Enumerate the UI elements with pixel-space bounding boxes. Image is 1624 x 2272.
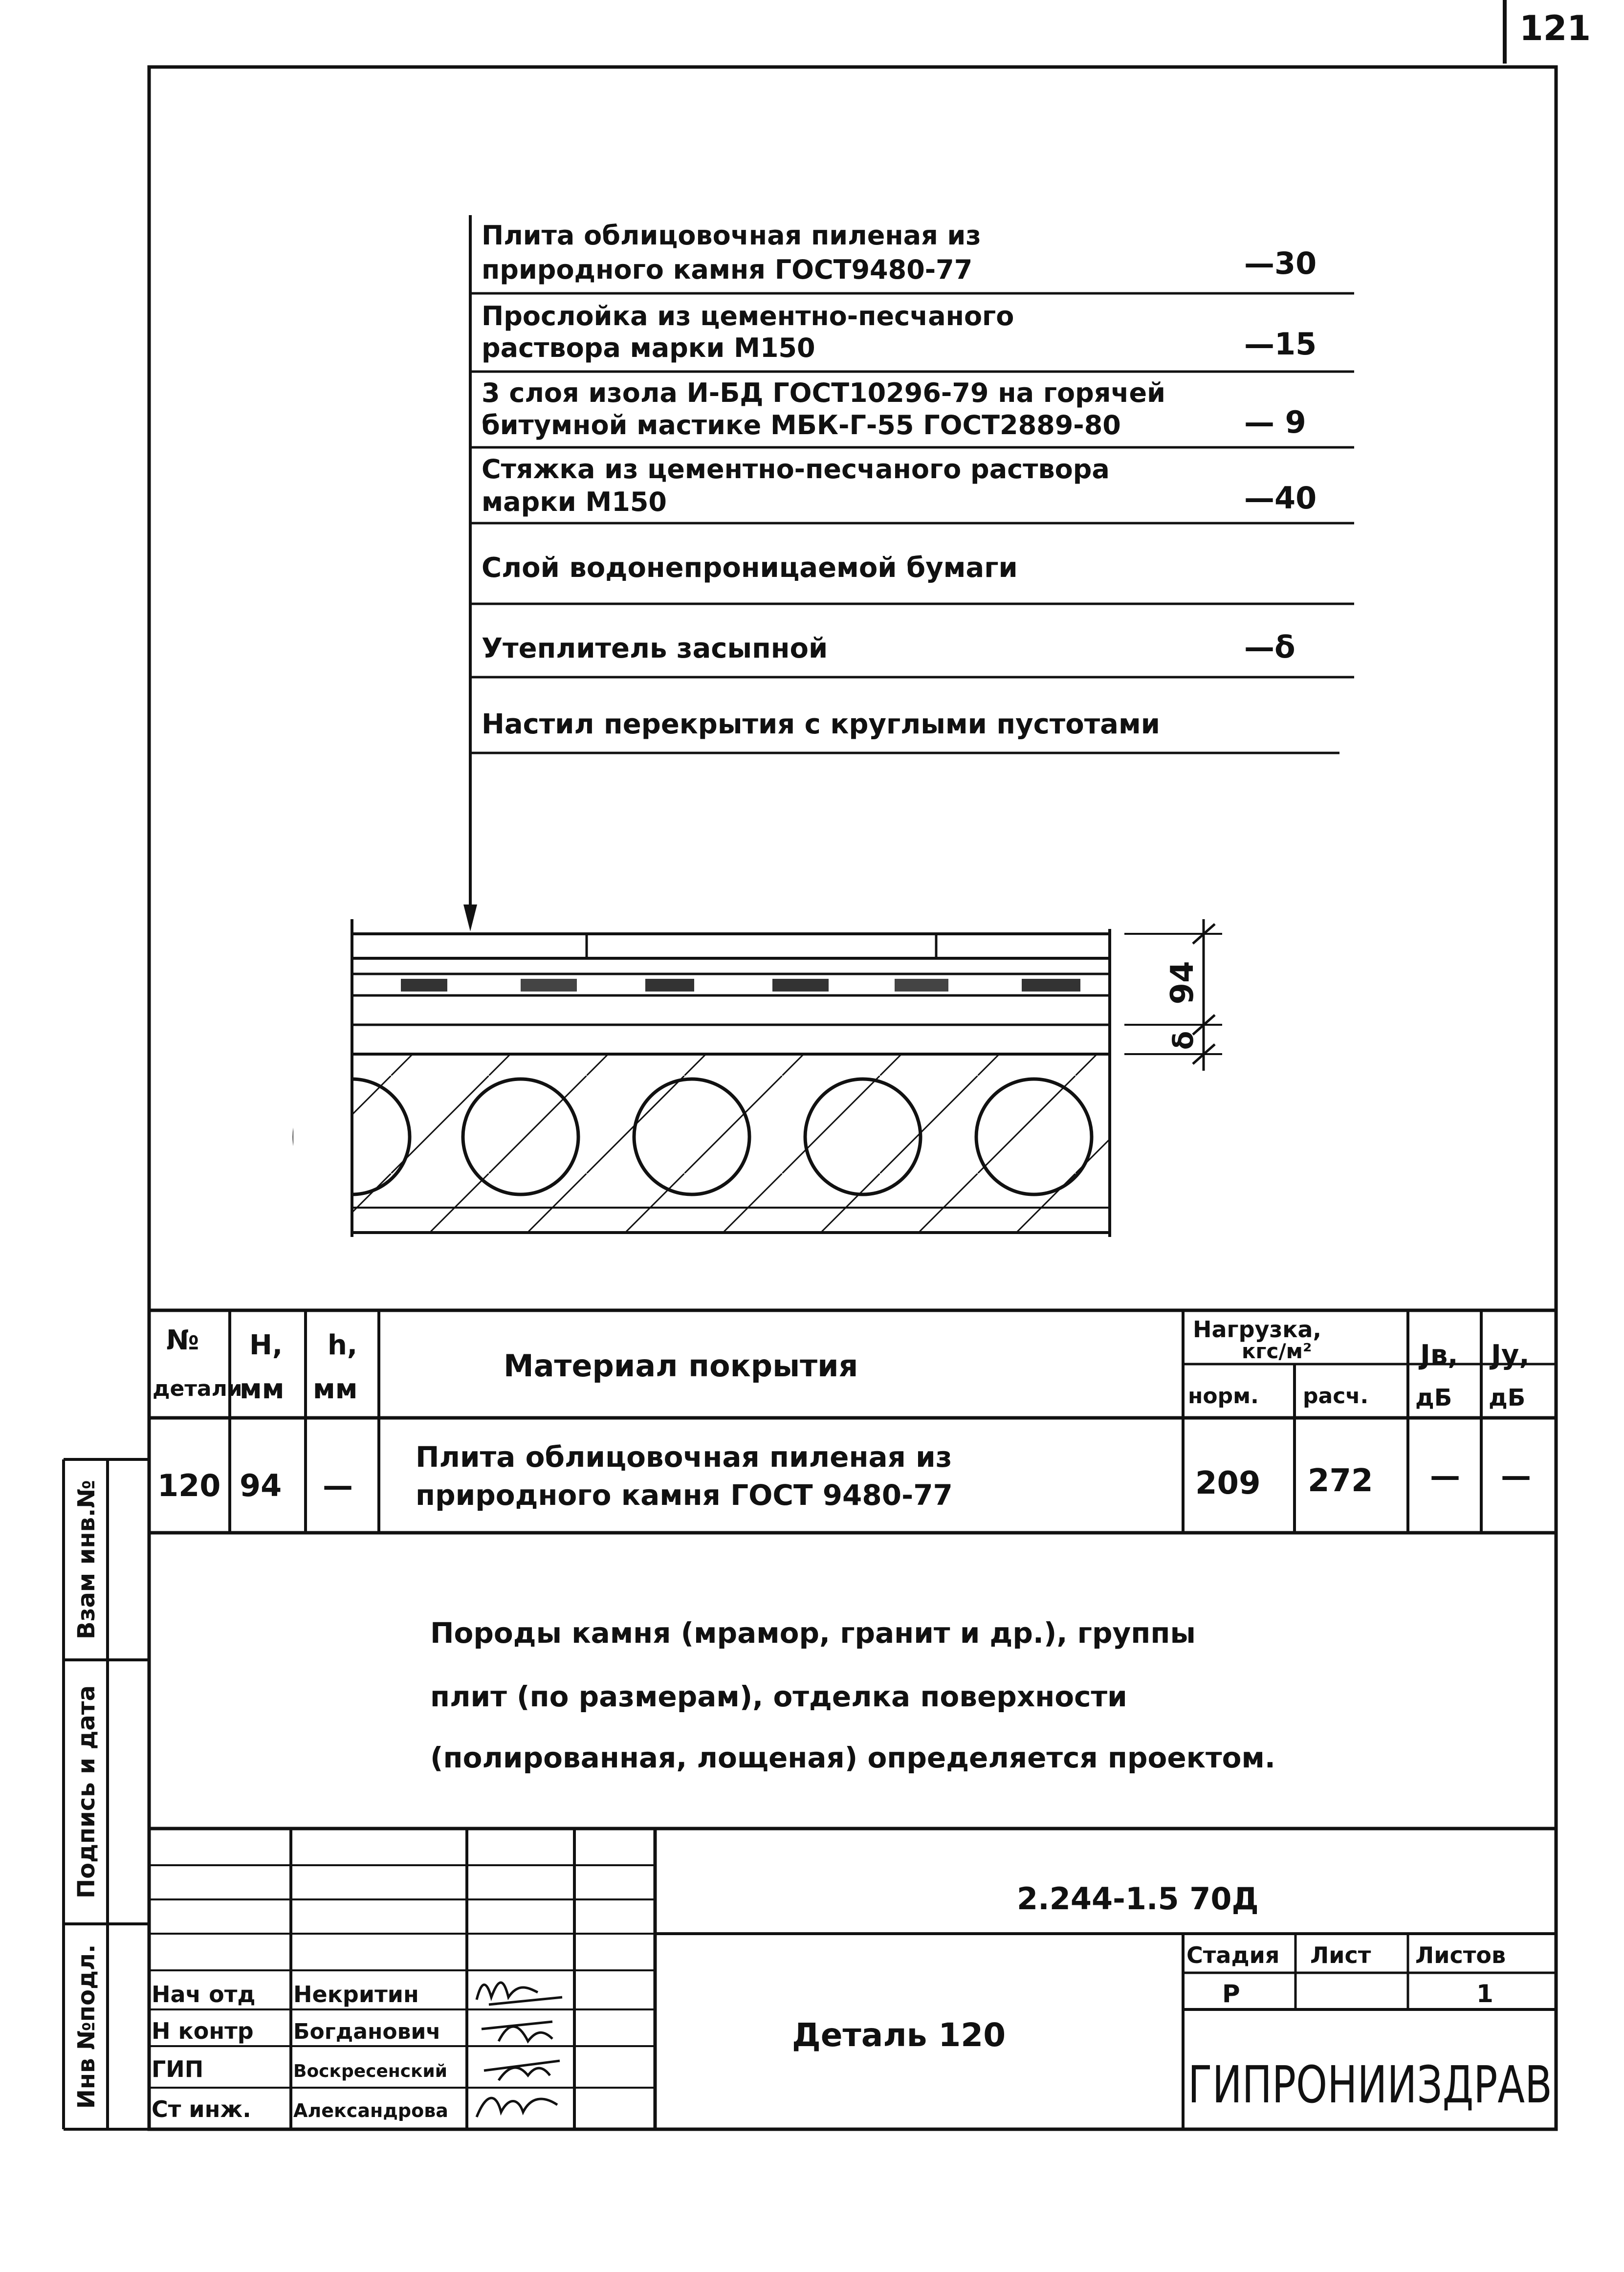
layer-5-line-1: Слой водонепроницаемой бумаги bbox=[482, 552, 1018, 584]
drawing-title: Деталь 120 bbox=[792, 2016, 1006, 2054]
row-material-line-2: природного камня ГОСТ 9480-77 bbox=[416, 1478, 953, 1512]
stage-value: Р bbox=[1222, 1980, 1240, 2008]
role-4: Ст инж. bbox=[152, 2096, 251, 2122]
stone-slab bbox=[352, 934, 1110, 958]
document-code: 2.244-1.5 70Д bbox=[1017, 1881, 1259, 1917]
layer-3-line-2: битумной мастике МБК-Г-55 ГОСТ2889-80 bbox=[482, 410, 1121, 441]
header-H: Н, bbox=[249, 1329, 283, 1361]
layer-1-line-1: Плита облицовочная пиленая из bbox=[482, 220, 981, 251]
header-load: Нагрузка, bbox=[1193, 1316, 1321, 1343]
header-load-norm: норм. bbox=[1188, 1384, 1259, 1409]
sheets-value: 1 bbox=[1476, 1980, 1493, 2008]
row-jv: — bbox=[1430, 1458, 1460, 1494]
left-margin-stamps bbox=[64, 1459, 149, 2129]
layer-4-line-2: марки М150 bbox=[482, 486, 667, 517]
signature-1 bbox=[477, 1983, 562, 2005]
layer-1-line-2: природного камня ГОСТ9480-77 bbox=[482, 254, 973, 285]
header-material: Материал покрытия bbox=[504, 1348, 858, 1384]
sheets-header: Листов bbox=[1415, 1942, 1506, 1968]
row-detail-no: 120 bbox=[157, 1468, 221, 1503]
header-jy-unit: дБ bbox=[1489, 1384, 1526, 1412]
leader-arrow bbox=[463, 904, 477, 931]
header-h: h, bbox=[328, 1329, 358, 1361]
waterproofing bbox=[352, 974, 1110, 995]
name-2: Богданович bbox=[293, 2019, 441, 2044]
row-jy: — bbox=[1501, 1458, 1531, 1494]
note-line-3: (полированная, лощеная) определяется проектом. bbox=[430, 1741, 1275, 1774]
header-H-unit: мм bbox=[240, 1373, 285, 1405]
dimension-94: 94 bbox=[1164, 961, 1201, 1005]
header-h-unit: мм bbox=[313, 1373, 358, 1405]
layer-6-line-1: Утеплитель засыпной bbox=[482, 633, 828, 664]
title-block bbox=[149, 1829, 1556, 2129]
header-detail-no-2: детали bbox=[153, 1376, 242, 1401]
note-line-1: Породы камня (мрамор, гранит и др.), группы bbox=[430, 1616, 1196, 1650]
floor-section bbox=[293, 919, 1222, 1242]
name-4: Александрова bbox=[293, 2100, 448, 2121]
header-load-unit: кгс/м² bbox=[1242, 1339, 1312, 1363]
name-3: Воскресенский bbox=[293, 2061, 447, 2081]
layer-3-line-1: 3 слоя изола И-БД ГОСТ10296-79 на горячей bbox=[482, 377, 1165, 408]
layer-2-thickness: —15 bbox=[1244, 326, 1317, 362]
row-load-calc: 272 bbox=[1308, 1463, 1373, 1499]
row-h: — bbox=[323, 1468, 353, 1503]
row-H: 94 bbox=[240, 1468, 282, 1503]
mortar-bed bbox=[352, 958, 1110, 974]
signature-4 bbox=[477, 2098, 557, 2117]
role-2: Н контр bbox=[152, 2018, 254, 2044]
material-table bbox=[149, 1310, 1556, 1533]
note-line-2: плит (по размерам), отделка поверхности bbox=[430, 1680, 1127, 1713]
organization-name: ГИПРОНИИЗДРАВ bbox=[1188, 2055, 1552, 2115]
name-1: Некритин bbox=[293, 1981, 419, 2007]
stamp-replacement-inv: Взам инв.№ bbox=[73, 1480, 100, 1639]
layer-2-line-1: Прослойка из цементно-песчаного bbox=[482, 301, 1014, 331]
layer-4-line-1: Стяжка из цементно-песчаного раствора bbox=[482, 454, 1110, 485]
role-3: ГИП bbox=[152, 2056, 204, 2082]
layer-4-thickness: —40 bbox=[1244, 480, 1317, 516]
sheet-header: Лист bbox=[1310, 1942, 1371, 1968]
layer-callouts bbox=[463, 215, 1354, 931]
signature-2 bbox=[482, 2022, 552, 2041]
row-material-line-1: Плита облицовочная пиленая из bbox=[416, 1440, 952, 1474]
role-1: Нач отд bbox=[152, 1981, 256, 2007]
note bbox=[430, 1616, 1275, 1774]
header-detail-no: № bbox=[166, 1324, 199, 1356]
stamp-signature-date: Подпись и дата bbox=[73, 1685, 100, 1898]
stage-header: Стадия bbox=[1186, 1942, 1280, 1968]
row-load-norm: 209 bbox=[1195, 1465, 1261, 1501]
header-jv-unit: дБ bbox=[1415, 1384, 1452, 1412]
header-jv: Jв, bbox=[1420, 1339, 1458, 1371]
stamp-original-inv: Инв №подл. bbox=[73, 1944, 100, 2109]
layer-2-line-2: раствора марки М150 bbox=[482, 332, 815, 363]
header-load-calc: расч. bbox=[1303, 1384, 1369, 1409]
layer-1-thickness: —30 bbox=[1244, 245, 1317, 281]
screed bbox=[352, 995, 1110, 1025]
insulation bbox=[352, 1025, 1110, 1054]
layer-3-thickness: — 9 bbox=[1244, 404, 1306, 440]
header-jy: Jу, bbox=[1491, 1339, 1530, 1371]
layer-6-thickness: —δ bbox=[1244, 629, 1295, 665]
sheet-number: 121 bbox=[1519, 8, 1591, 48]
dimension-delta: δ bbox=[1168, 1031, 1200, 1050]
layer-7-line-1: Настил перекрытия с круглыми пустотами bbox=[482, 708, 1160, 740]
signature-3 bbox=[484, 2061, 560, 2080]
